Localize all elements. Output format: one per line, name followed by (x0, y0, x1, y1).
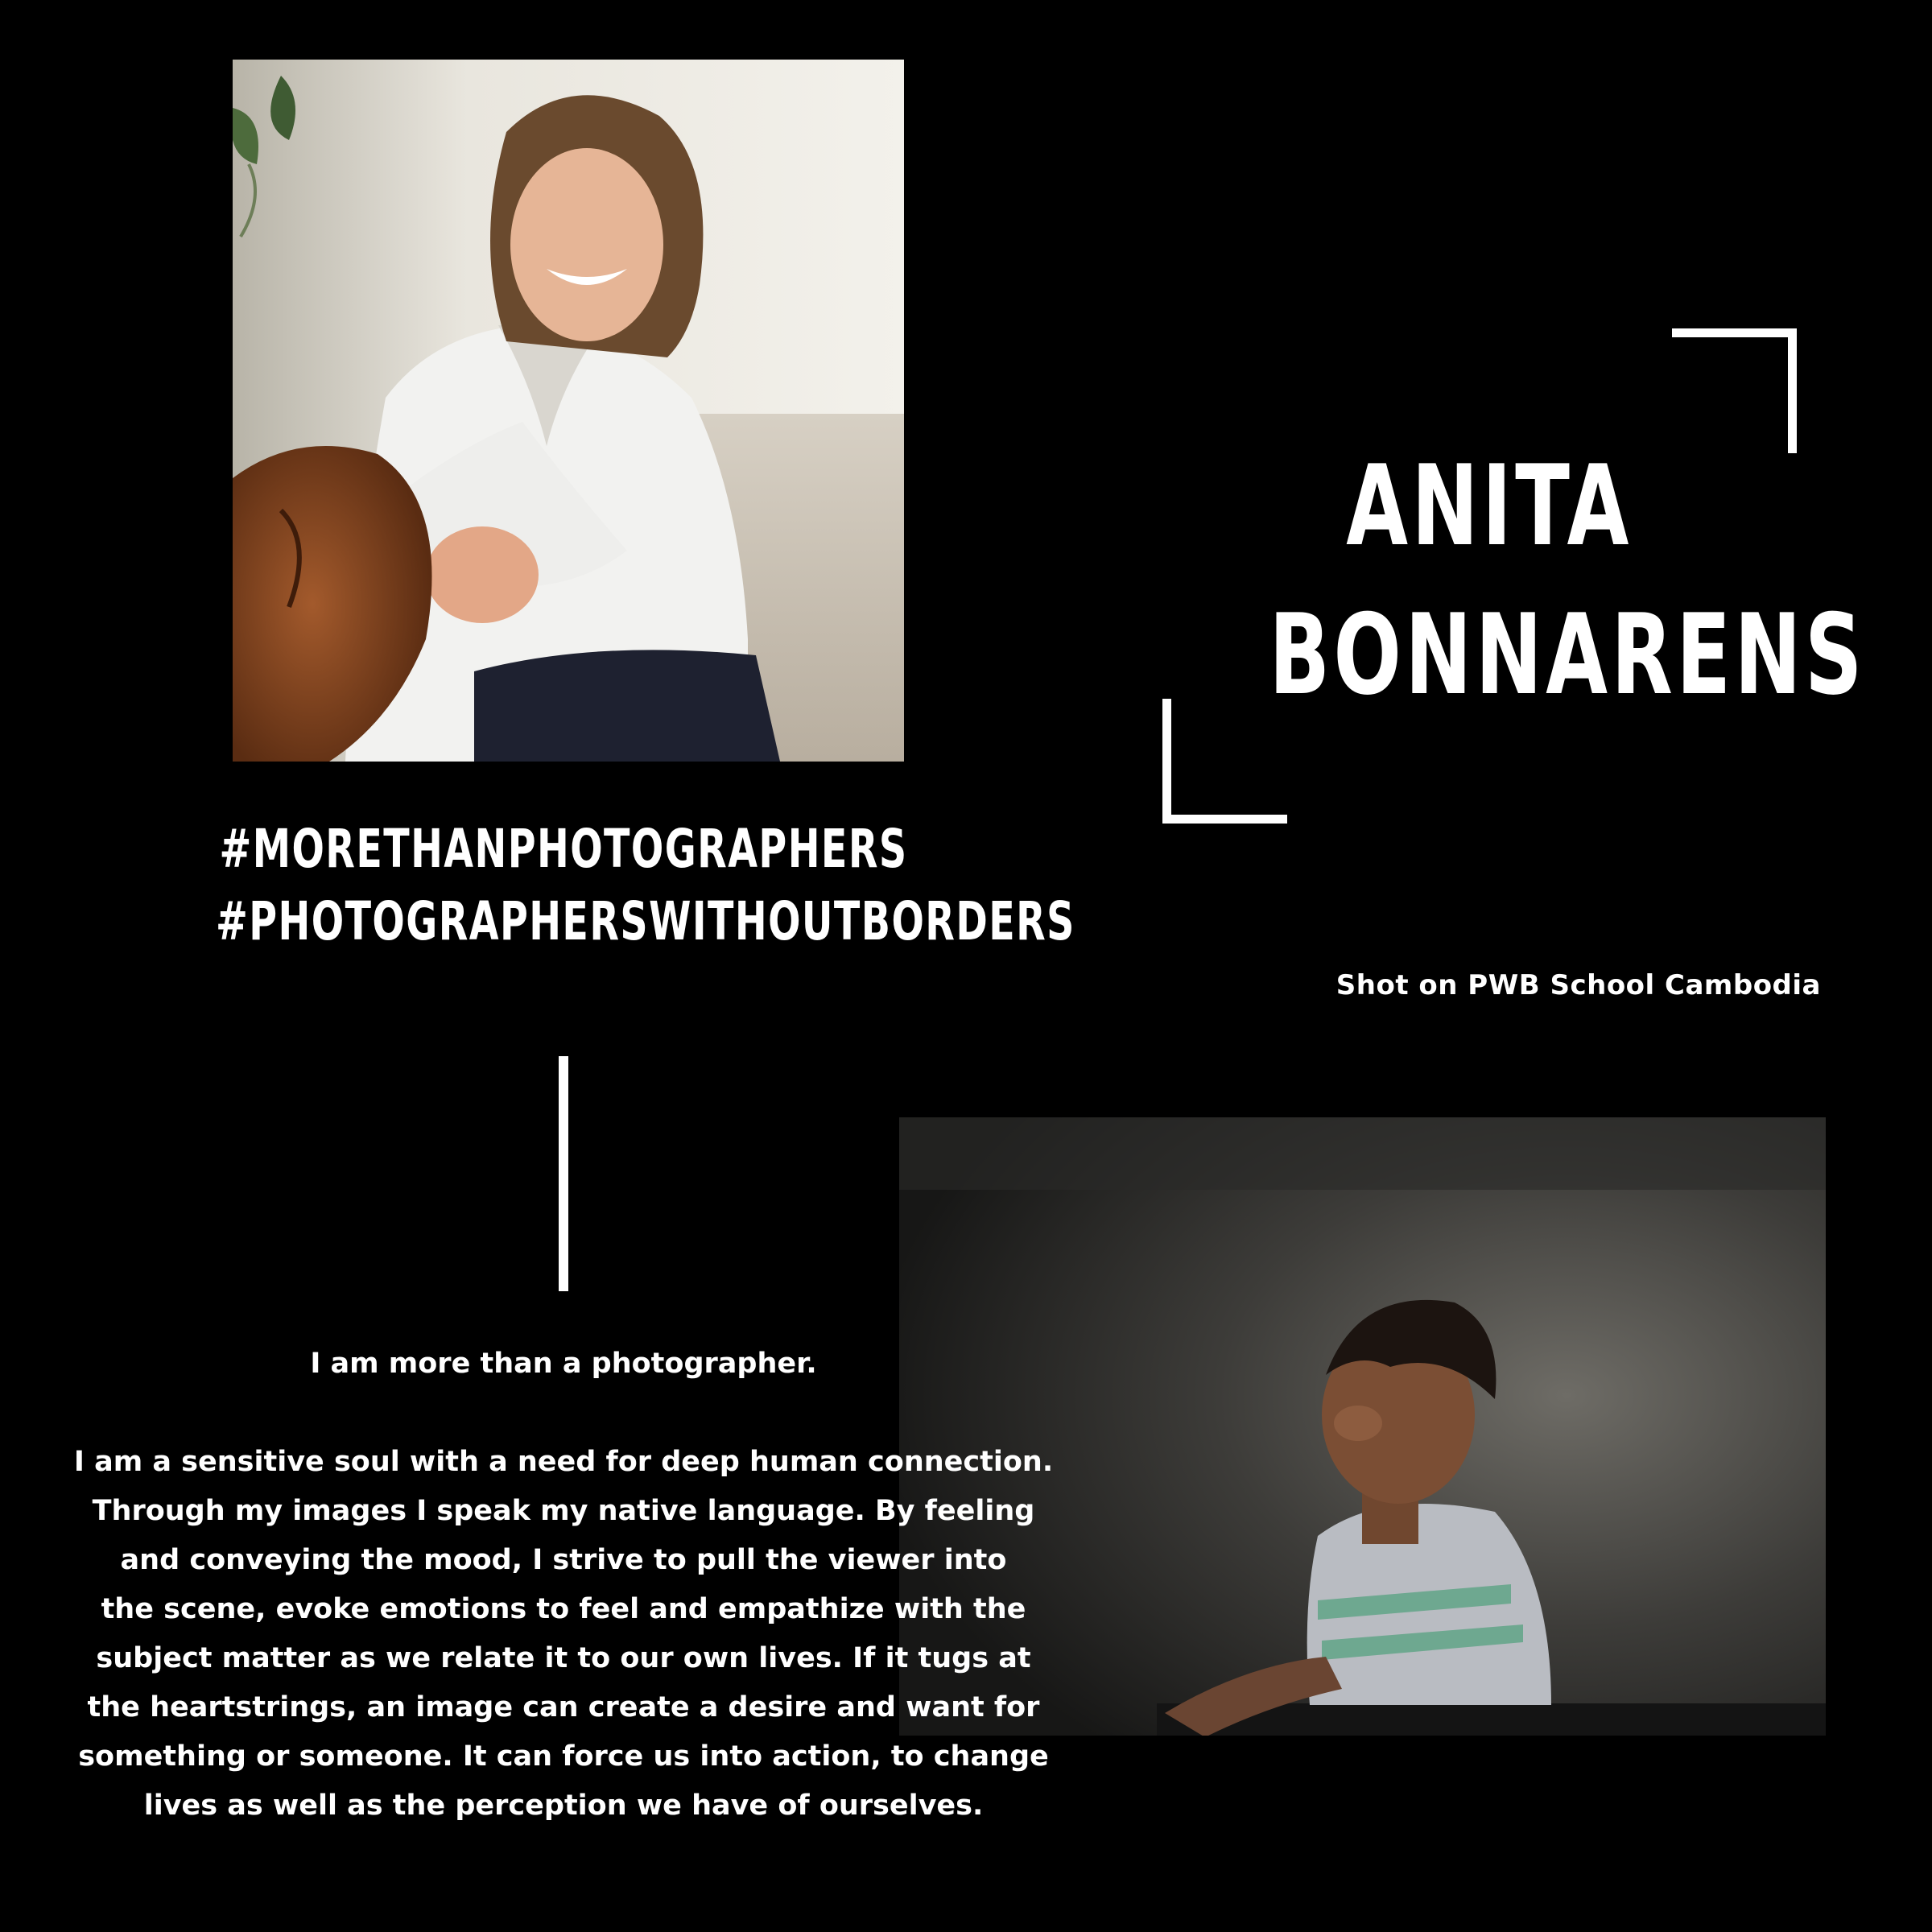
shot-location-caption: Shot on PWB School Cambodia (1335, 969, 1821, 1001)
statement-intro: I am more than a photographer. (310, 1348, 817, 1380)
last-name: BONNARENS (1269, 590, 1866, 720)
statement-line: I am a sensitive soul with a need for deep human connection. (73, 1446, 1054, 1478)
corner-bracket-bottom-left-vertical (1162, 699, 1171, 824)
statement-line: lives as well as the perception we have of ourselves. (143, 1790, 984, 1822)
statement-line: subject matter as we relate it to our own lives. If it tugs at (96, 1642, 1031, 1674)
corner-bracket-top-right (1672, 328, 1797, 337)
corner-bracket-bottom-left (1162, 815, 1287, 824)
statement-line: the scene, evoke emotions to feel and empathize with the (101, 1593, 1026, 1625)
statement-paragraph (48, 1438, 1079, 1831)
statement-line: and conveying the mood, I strive to pull the viewer into (120, 1544, 1007, 1576)
portrait-photo (233, 60, 904, 762)
vertical-divider (559, 1056, 568, 1291)
statement-line: the heartstrings, an image can create a desire and want for (87, 1691, 1040, 1724)
hashtag-more-than-photographers: #MORETHANPHOTOGRAPHERS (219, 818, 908, 880)
hashtag-photographers-without-borders: #PHOTOGRAPHERSWITHOUTBORDERS (215, 890, 1075, 952)
first-name: ANITA (1346, 441, 1633, 571)
corner-bracket-top-right-vertical (1788, 328, 1797, 453)
statement-line: Through my images I speak my native language. By feeling (92, 1495, 1035, 1527)
statement-line: something or someone. It can force us into action, to change (78, 1740, 1049, 1773)
